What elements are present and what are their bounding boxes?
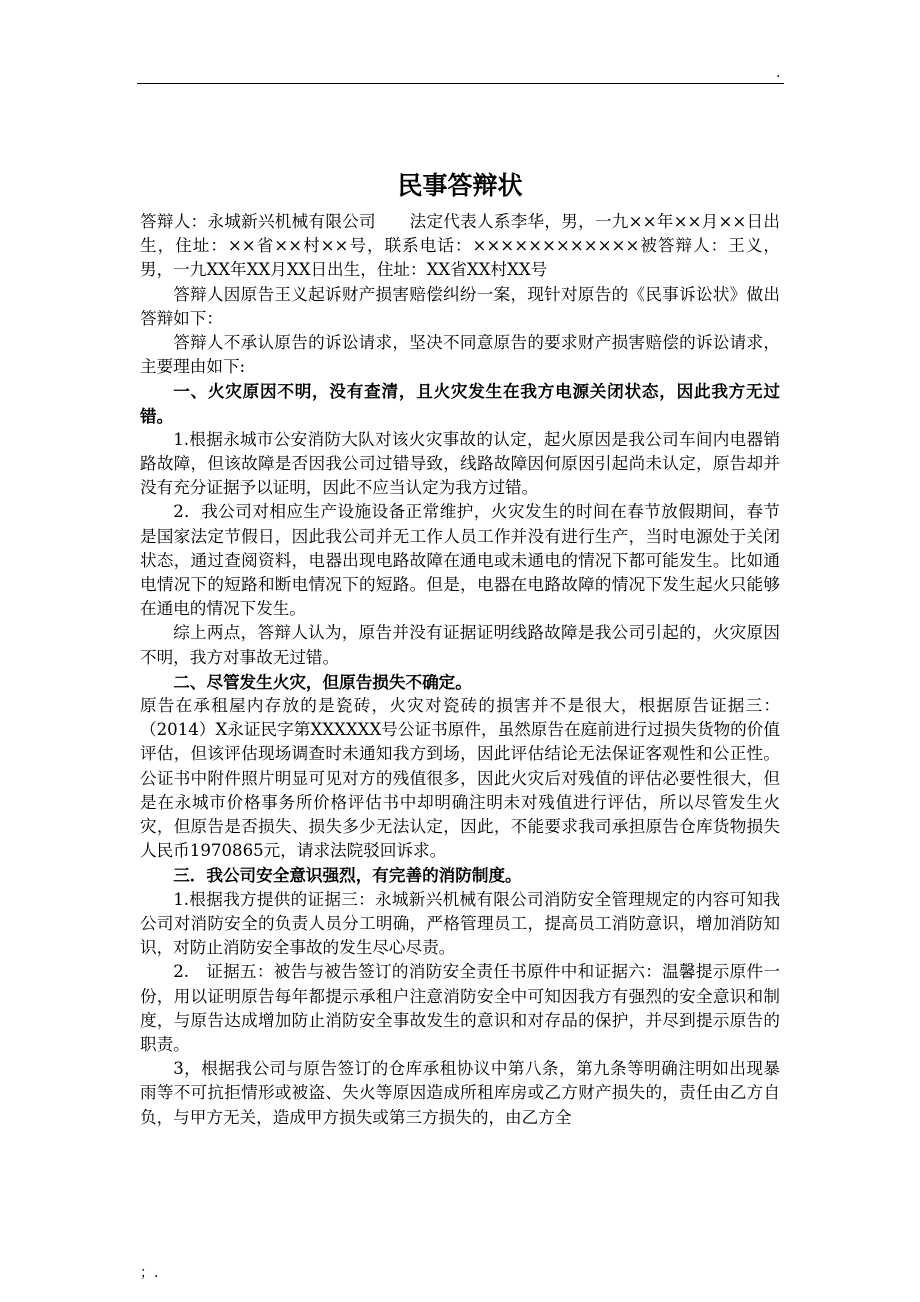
section-1-summary: 综上两点，答辩人认为，原告并没有证据证明线路故障是我公司引起的，火灾原因不明，我方对事故无过错。 [140,623,780,667]
section-1-point-1: 1.根据永城市公安消防大队对该火灾事故的认定，起火原因是我公司车间内电器销路故障，但该故障是否因我公司过错导致，线路故障因何原因引起尚未认定，原告却并没有充分证据予以证明，因此不应当认定为我方过错。 [140,429,780,498]
section-3-point-3: 3，根据我公司与原告签订的仓库承租协议中第八条，第九条等明确注明如出现暴雨等不可抗拒情形或被盗、失火等原因造成所租库房或乙方财产损失的，责任由乙方自负，与甲方无关，造成甲方损失或第三方损失的，由乙方全 [140,1059,780,1127]
footer-mark: ；. [140,1265,159,1281]
section-heading-2: 二、尽管发生火灾，但原告损失不确定。 [173,671,472,692]
party-info-paragraph: 答辩人：永城新兴机械有限公司 法定代表人系李华，男，一九××年××月××日出生，住址：××省××村××号，联系电话：××××××××××××被答辩人：王义，男，一九XX年XX月XX日出生，住址：XX省XX村XX号 [140,212,780,280]
header-mark: . [776,65,781,81]
case-intro-paragraph: 答辩人因原告王义起诉财产损害赔偿纠纷一案，现针对原告的《民事诉讼状》做出答辩如下： [140,284,780,328]
section-heading-1: 一、火灾原因不明，没有查清，且火灾发生在我方电源关闭状态，因此我方无过错。 [140,381,780,426]
claim-rejection-paragraph: 答辩人不承认原告的诉讼请求，坚决不同意原告的要求财产损害赔偿的诉讼请求，主要理由如下: [140,333,780,377]
section-3-point-2: 2. 证据五：被告与被告签订的消防安全责任书原件中和证据六：温馨提示原件一份，用以证明原告每年都提示承租户注意消防安全中可知因我方有强烈的安全意识和制度，与原告达成增加防止消防安全事故发生的意识和对存品的保护，并尽到提示原告的职责。 [140,962,780,1054]
document-title: 民事答辩状 [397,171,523,200]
section-1-point-2: 2．我公司对相应生产设施设备正常维护，火灾发生的时间在春节放假期间，春节是国家法定节假日，因此我公司并无工作人员工作并没有进行生产，当时电源处于关闭状态，通过查阅资料，电器出现电路故障在通电或未通电的情况下都可能发生。比如通电情况下的短路和断电情况下的短路。但是，电器在电路故障的情况下发生起火只能够在通电的情况下发生。 [140,502,780,619]
document-body [140,210,780,1130]
section-2-body: 原告在承租屋内存放的是瓷砖，火灾对瓷砖的损害并不是很大，根据原告证据三：（2014）X永证民字第XXXXXX号公证书原件，虽然原告在庭前进行过损失货物的价值评估，但该评估现场调查时未通知我方到场，因此评估结论无法保证客观性和公正性。公证书中附件照片明显可见对方的残值很多，因此火灾后对残值的评估必要性很大，但是在永城市价格事务所价格评估书中却明确注明未对残值进行评估，所以尽管发生火灾，但原告是否损失、损失多少无法认定，因此，不能要求我司承担原告仓库货物损失人民币1970865元，请求法院驳回诉求。 [140,696,780,861]
section-heading-3: 三．我公司安全意识强烈，有完善的消防制度。 [173,865,522,886]
section-3-point-1: 1.根据我方提供的证据三：永城新兴机械有限公司消防安全管理规定的内容可知我公司对消防安全的负责人员分工明确，严格管理员工，提高员工消防意识，增加消防知识，对防止消防安全事故的发生尽心尽责。 [140,889,780,958]
header-rule [137,83,784,84]
